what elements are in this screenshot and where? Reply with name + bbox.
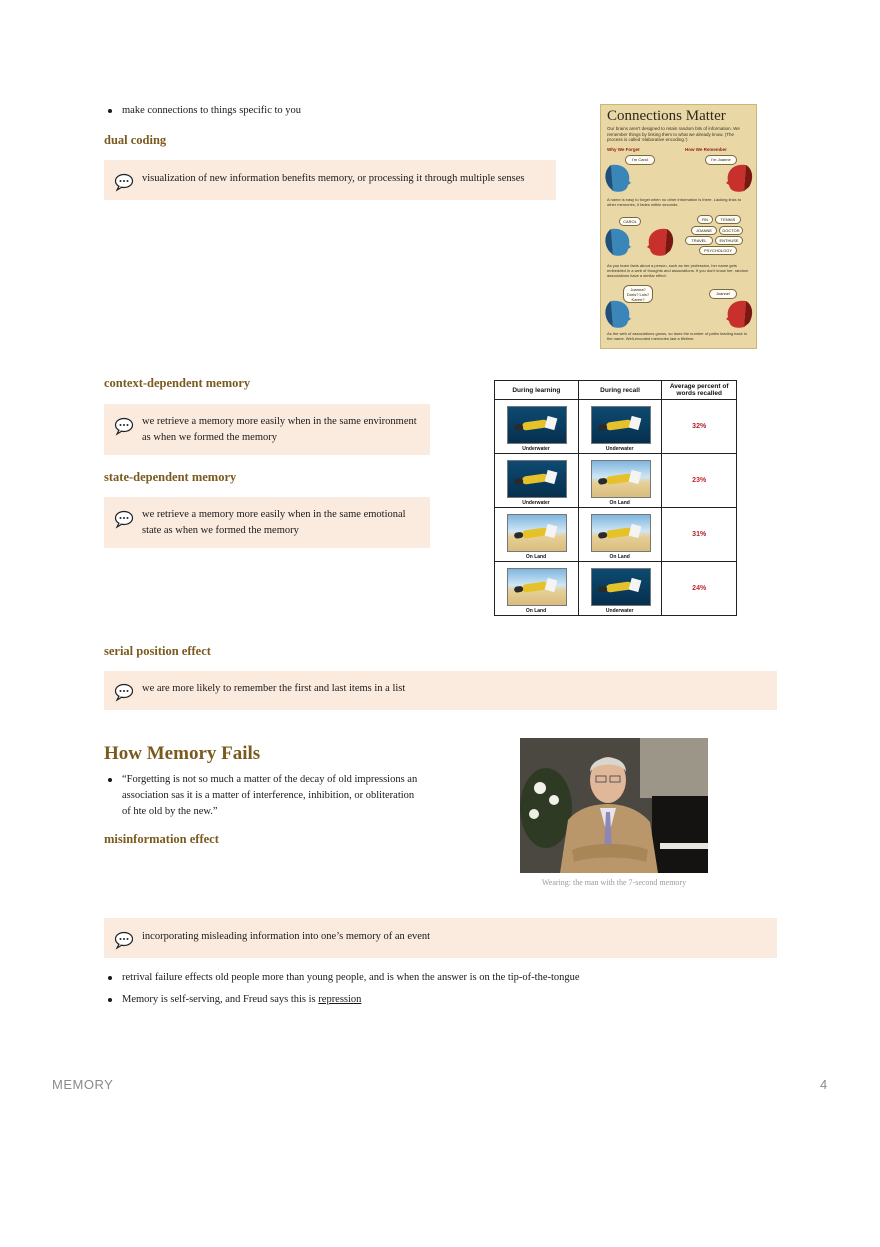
photo-caption: Wearing: the man with the 7-second memory — [541, 878, 687, 887]
speech-bubble-icon — [114, 416, 134, 436]
footer-title: MEMORY — [52, 1077, 114, 1092]
poster-note-2: As you learn facts about a person, such as her profession, her name gets embedded in a web of thoughts and associations. If you don't know her, random associations have a similar effect. — [607, 263, 749, 278]
poster-chain-7: PSYCHOLOGY — [699, 246, 737, 255]
intro-bullet: make connections to things specific to you — [122, 103, 301, 119]
cell-learning: Underwater — [522, 446, 550, 452]
callout-dual-coding — [104, 160, 556, 200]
term-dual-coding: dual coding — [104, 133, 167, 147]
poster-bubble-left: I'm Carol — [625, 155, 655, 165]
cell-recall: On Land — [609, 554, 630, 560]
table-header-learning: During learning — [495, 381, 579, 400]
cell-percent: 32% — [662, 400, 737, 454]
callout-misinformation — [104, 918, 777, 958]
speech-bubble-icon — [114, 172, 134, 192]
cell-recall: Underwater — [605, 608, 634, 614]
cell-learning: On Land — [525, 608, 547, 614]
poster-note-3: As the web of associations grows, so does the number of paths leading back to the name. Well-encoded memories last a lifetime. — [607, 331, 748, 341]
table-row — [495, 508, 737, 562]
definition-misinformation: incorporating misleading information into one’s memory of an event — [142, 931, 431, 942]
cell-percent: 23% — [662, 454, 737, 508]
section-heading-how-memory-fails: How Memory Fails — [104, 743, 261, 764]
definition-dual-coding: visualization of new information benefits memory, or processing it through multiple senses — [142, 173, 525, 184]
poster-subtitle: Our brains aren't designed to retain random bits of information. We remember things by linking them to what we already know. (The process is called 'elaborative encoding.') — [607, 126, 740, 142]
table-header-percent: Average percent of words recalled — [662, 381, 737, 400]
poster-chain-3: JOANNE — [691, 226, 717, 235]
term-misinformation: misinformation effect — [104, 832, 219, 846]
definition-serial-position: we are more likely to remember the first and last items in a list — [142, 683, 406, 694]
self-serving-bullet — [122, 992, 361, 1008]
poster-chain-4: DOCTOR — [719, 226, 743, 235]
callout-serial-position — [104, 671, 777, 710]
term-context-dependent: context-dependent memory — [104, 376, 251, 390]
retrieval-failure-bullet: retrival failure effects old people more than young people, and is when the answer is on the tip-of-the-tongue — [122, 970, 580, 986]
cell-recall: Underwater — [605, 446, 634, 452]
cell-percent: 31% — [662, 508, 737, 562]
callout-context-dependent — [104, 404, 430, 455]
connections-matter-poster — [600, 104, 757, 349]
poster-chain-0: CAROL — [619, 217, 641, 226]
poster-title: Connections Matter — [607, 108, 726, 124]
cell-recall: On Land — [609, 500, 630, 506]
poster-chain-5: TRAVEL — [685, 236, 713, 245]
poster-how-remember: How We Remember — [685, 147, 727, 152]
term-serial-position: serial position effect — [104, 644, 211, 658]
repression-link[interactable]: repression — [318, 994, 362, 1005]
context-recall-table — [494, 380, 737, 616]
poster-chain-6: ENTHUSE — [715, 236, 743, 245]
definition-context-dependent: we retrieve a memory more easily when in the same environment as when we formed the memory — [142, 416, 417, 443]
table-row — [495, 562, 737, 616]
poster-why-forget: Why We Forget — [607, 147, 640, 152]
poster-chain-2: TENNIS — [715, 215, 741, 224]
table-row — [495, 454, 737, 508]
cell-percent: 24% — [662, 562, 737, 616]
man-photo — [520, 738, 708, 873]
poster-faces-row-1 — [601, 161, 756, 195]
poster-chain-1: RN — [697, 215, 713, 224]
speech-bubble-icon — [114, 509, 134, 529]
poster-faces-row-3 — [601, 297, 756, 331]
forgetting-quote-bullet: “Forgetting is not so much a matter of the decay of old impressions an association sas it is a matter of interference, inhibition, or obliteration of hte old by the new.” — [122, 772, 422, 820]
speech-bubble-icon — [114, 930, 134, 950]
cell-learning: Underwater — [522, 500, 550, 506]
term-state-dependent: state-dependent memory — [104, 470, 237, 484]
poster-note-1: A name is easy to forget when no other information is there. Lacking links to other memories, it fades within seconds. — [607, 197, 742, 207]
poster-bubble-question: Joanna? Doris? Lois? Karen? — [623, 285, 653, 303]
cell-learning: On Land — [525, 554, 547, 560]
man-photo-illustration — [520, 738, 708, 873]
definition-state-dependent: we retrieve a memory more easily when in the same emotional state as when we formed the memory — [142, 509, 406, 536]
speech-bubble-icon — [114, 682, 134, 702]
table-header-recall: During recall — [578, 381, 662, 400]
callout-state-dependent — [104, 497, 430, 548]
poster-faces-row-2 — [601, 223, 756, 261]
poster-bubble-answer: Joanne! — [709, 289, 737, 299]
table-row — [495, 400, 737, 454]
self-serving-text: Memory is self-serving, and Freud says this is — [122, 994, 319, 1005]
page-number: 4 — [820, 1077, 828, 1092]
poster-bubble-right: I'm Joanne — [705, 155, 737, 165]
